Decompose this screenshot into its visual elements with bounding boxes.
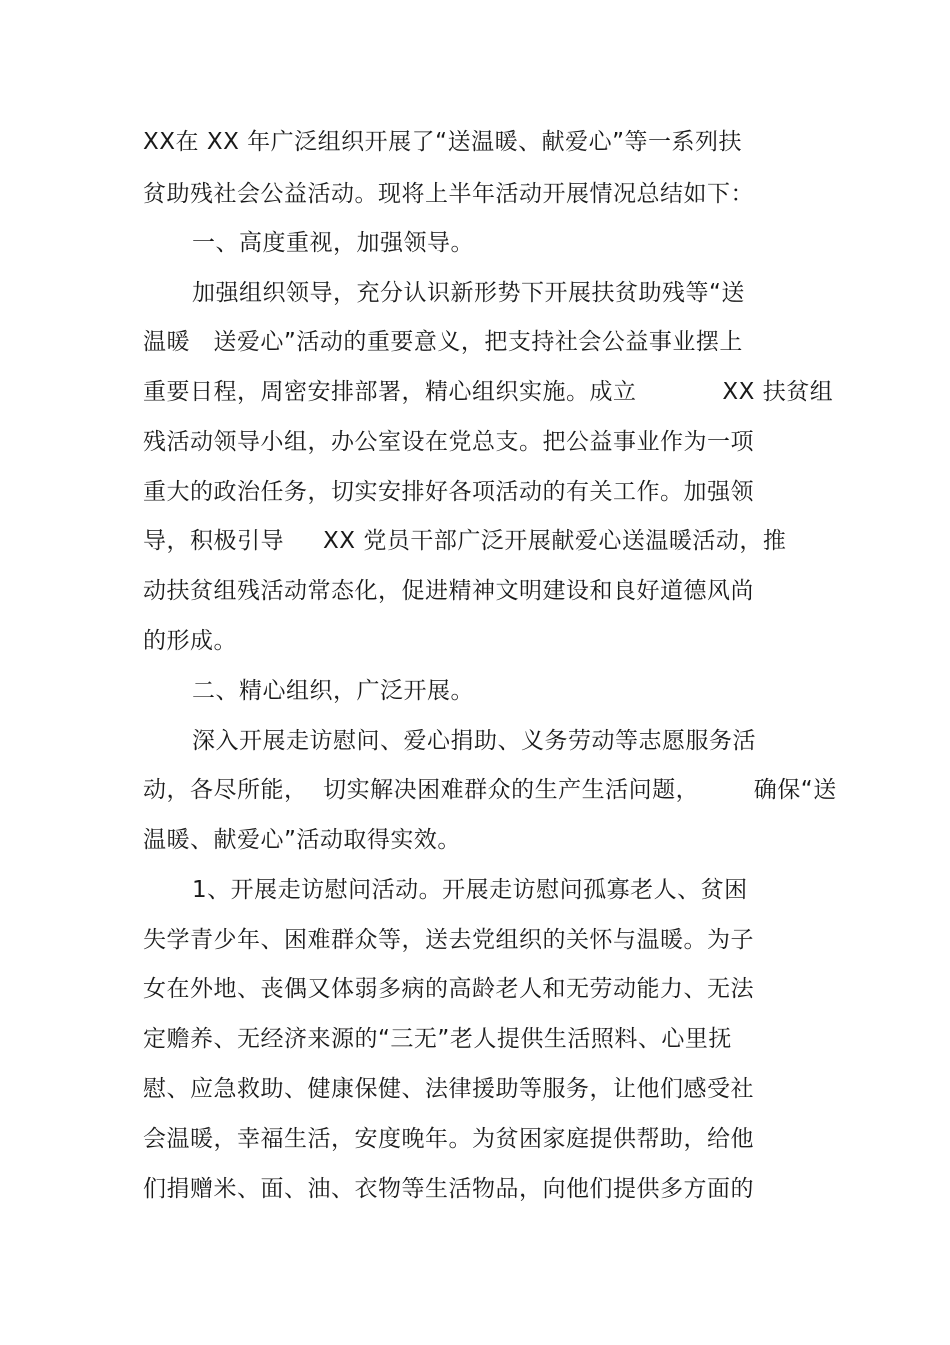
text-line: 温暖 送爱心”活动的重要意义，把支持社会公益事业摆上 <box>143 329 743 355</box>
text-line: 贫助残社会公益活动。现将上半年活动开展情况总结如下： <box>143 181 754 207</box>
text-line: 深入开展走访慰问、爱心捐助、义务劳动等志愿服务活 <box>192 728 756 754</box>
text-line: 女在外地、丧偶又体弱多病的高龄老人和无劳动能力、无法 <box>143 976 754 1002</box>
text-line: 重大的政治任务，切实安排好各项活动的有关工作。加强领 <box>143 479 754 505</box>
text-line: 加强组织领导，充分认识新形势下开展扶贫助残等“送 <box>192 280 745 306</box>
text-line: 温暖、献爱心”活动取得实效。 <box>143 827 461 853</box>
text-line: 动扶贫组残活动常态化，促进精神文明建设和良好道德风尚 <box>143 578 754 604</box>
text-line: 失学青少年、困难群众等，送去党组织的关怀与温暖。为子 <box>143 927 754 953</box>
text-line: 们捐赠米、面、油、衣物等生活物品，向他们提供多方面的 <box>143 1176 754 1202</box>
section-heading: 一、高度重视，加强领导。 <box>192 230 474 256</box>
text-line: XX在 XX 年广泛组织开展了“送温暖、献爱心”等一系列扶 <box>143 129 742 155</box>
text-line: 导，积极引导 XX 党员干部广泛开展献爱心送温暖活动，推 <box>143 528 787 554</box>
text-line: 残活动领导小组，办公室设在党总支。把公益事业作为一项 <box>143 429 754 455</box>
text-line: 的形成。 <box>143 628 237 654</box>
text-line: 动，各尽所能， 切实解决困难群众的生产生活问题， 确保“送 <box>143 777 837 803</box>
text-line: 1、开展走访慰问活动。开展走访慰问孤寡老人、贫困 <box>192 877 748 903</box>
text-line: 定赡养、无经济来源的“三无”老人提供生活照料、心里抚 <box>143 1026 732 1052</box>
text-line: 重要日程，周密安排部署，精心组织实施。成立 XX 扶贫组 <box>143 379 834 405</box>
text-line: 慰、应急救助、健康保健、法律援助等服务，让他们感受社 <box>143 1076 754 1102</box>
text-line: 会温暖，幸福生活，安度晚年。为贫困家庭提供帮助，给他 <box>143 1126 754 1152</box>
section-heading: 二、精心组织，广泛开展。 <box>192 678 474 704</box>
